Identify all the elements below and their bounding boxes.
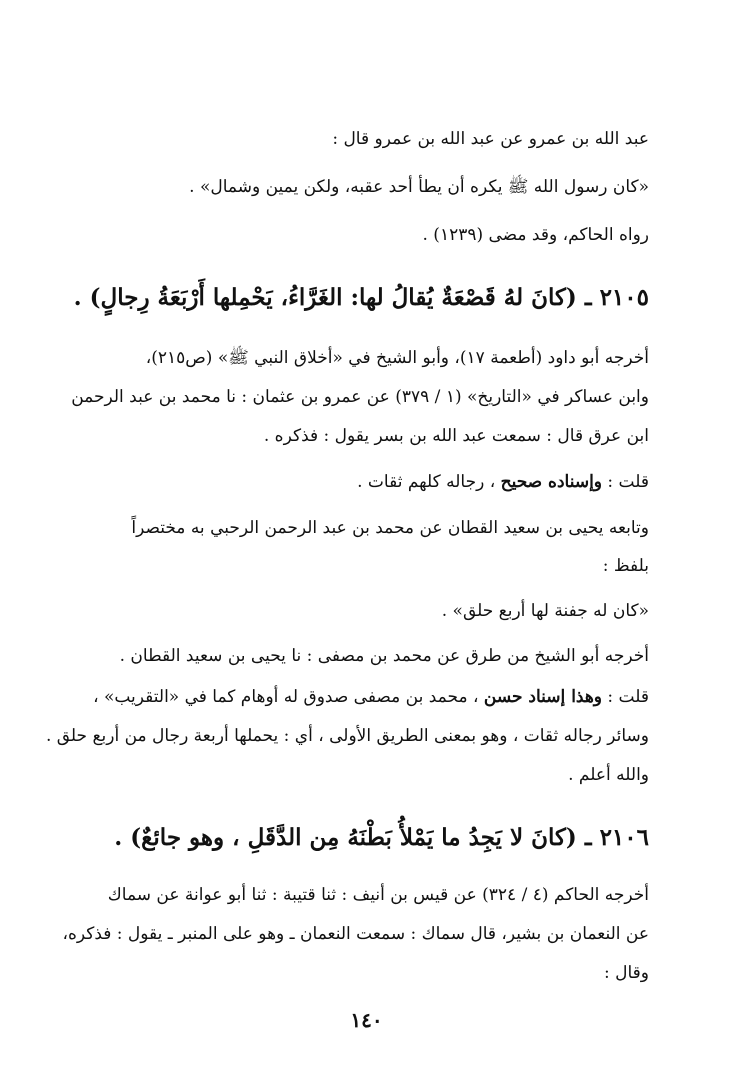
text-line <box>93 684 649 710</box>
grading-bold: وهذا إسناد حسن <box>483 687 603 707</box>
text-line: وابن عساكر في «التاريخ» (١ / ٣٧٩) عن عمرو بن عثمان : نا محمد بن عبد الرحمن <box>71 387 649 407</box>
text-line: ابن عرق قال : سمعت عبد الله بن بسر يقول : فذكره . <box>263 426 649 446</box>
grading-bold: وإسناده صحيح <box>500 472 603 492</box>
text-line: أخرجه الحاكم (٤ / ٣٢٤) عن قيس بن أنيف : ثنا قتيبة : ثنا أبو عوانة عن سماك <box>107 885 649 905</box>
text-line: رواه الحاكم، وقد مضى (١٢٣٩) . <box>422 225 649 245</box>
text-line: وقال : <box>604 963 649 983</box>
hadith-heading-2106: ٢١٠٦ ـ (كانَ لا يَجِدُ ما يَمْلأُ بَطْنَهُ مِن الدَّقَلِ ، وهو جائعٌ) . <box>114 824 649 851</box>
text-line: أخرجه أبو داود (أطعمة ١٧)، وأبو الشيخ في «أخلاق النبي ﷺ» (ص٢١٥)، <box>145 348 649 368</box>
text-line <box>357 469 649 495</box>
text-segment: قلت : <box>602 687 649 707</box>
page-number: ١٤٠ <box>350 1008 383 1032</box>
text-line: وتابعه يحيى بن سعيد القطان عن محمد بن عبد الرحمن الرحبي به مختصراً <box>131 518 649 538</box>
hadith-quote: «كان رسول الله ﷺ يكره أن يطأ أحد عقبه، ولكن يمين وشمال» . <box>189 177 649 197</box>
text-line: عبد الله بن عمرو عن عبد الله بن عمرو قال : <box>332 129 649 149</box>
text-line: وسائر رجاله ثقات ، وهو بمعنى الطريق الأولى ، أي : يحملها أربعة رجال من أربع حلق . <box>45 726 649 746</box>
text-line: عن النعمان بن بشير، قال سماك : سمعت النعمان ـ وهو على المنبر ـ يقول : فذكره، <box>62 924 649 944</box>
text-line: أخرجه أبو الشيخ من طرق عن محمد بن مصفى : نا يحيى بن سعيد القطان . <box>119 646 649 666</box>
text-line: والله أعلم . <box>568 765 649 785</box>
text-line: بلفظ : <box>602 556 649 576</box>
text-segment: قلت : <box>602 472 649 492</box>
text-segment: ، رجاله كلهم ثقات . <box>357 472 501 492</box>
text-segment: ، محمد بن مصفى صدوق له أوهام كما في «التقريب» ، <box>93 687 484 707</box>
hadith-heading-2105: ٢١٠٥ ـ (كانَ لهُ قَصْعَةٌ يُقالُ لها: الغَرَّاءُ، يَحْمِلها أَرْبَعَةُ رِجالٍ) . <box>73 284 649 311</box>
hadith-quote: «كان له جفنة لها أربع حلق» . <box>441 601 649 621</box>
